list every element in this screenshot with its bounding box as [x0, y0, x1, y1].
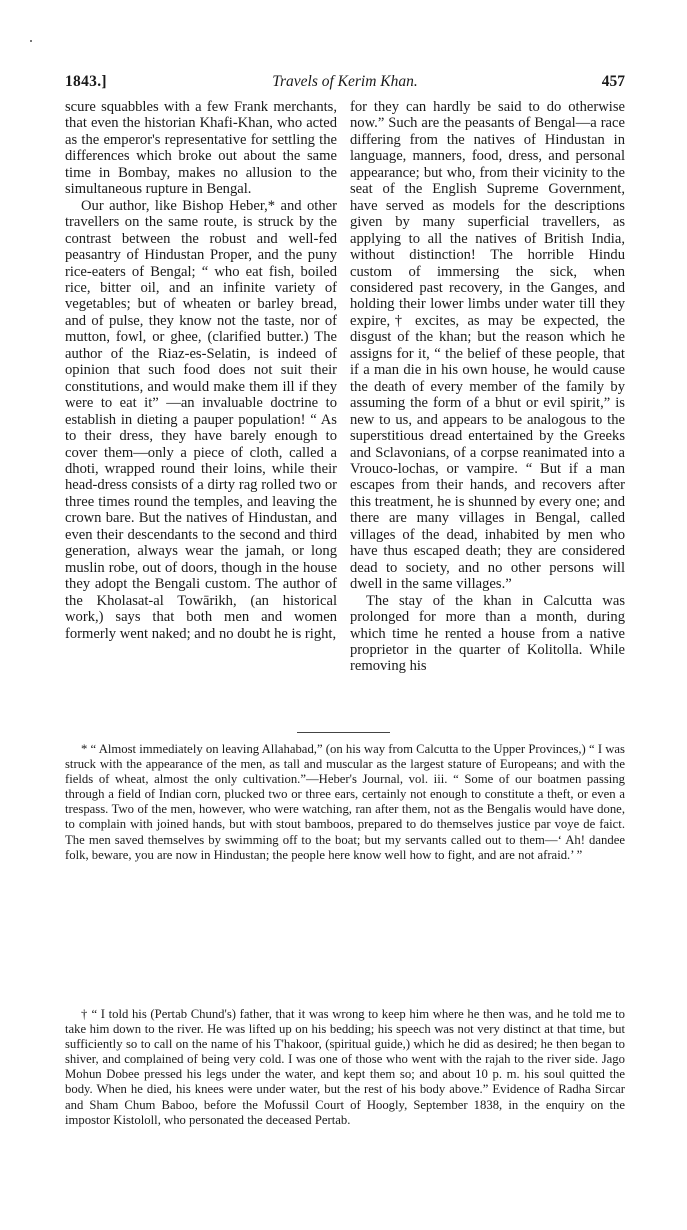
scan-speck — [30, 40, 32, 42]
footnote-text: † “ I told his (Pertab Chund's) father, that it was wrong to keep him where he then was, and he told me to take him down to the river. He was lifted up on his bedding; his speech was not very distinct at that time, but sufficiently so to call on the name of his T'hakoor, (spiritual guide,) which he did as desired; he then began to shiver, and complained of being very cold. I was one of those who went with the rajah to the river side. Jago Mohun Dobee pressed his legs under the water, and kept them so; and about 10 p. m. his soul quitted the body. When he died, his knees were under water, but the rest of his body above.” Evidence of Radha Sircar and Sham Chum Baboo, before the Mofussil Court of Hoogly, September 1838, in the enquiry on the impostor Kistololl, who personated the deceased Pertab. — [65, 1007, 625, 1127]
paragraph: The stay of the khan in Calcutta was prolonged for more than a month, during which time he rented a house from a native proprietor in the quarter of Kolitolla. While removing his — [350, 592, 625, 675]
paragraph: scure squabbles with a few Frank merchants, that even the historian Khafi-Khan, who acted as the emperor's representative for settling the differences which broke out about the same time in Bombay, makes no allusion to the simultaneous rupture in Bengal. — [65, 99, 337, 198]
paragraph: Our author, like Bishop Heber,* and other travellers on the same route, is struck by the contrast between the robust and well-fed peasantry of Hindustan Proper, and the puny rice-eaters of Bengal; “ who eat fish, boiled rice, bitter oil, and an infinite variety of vegetables; but of wheaten or barley bread, and of pulse, they know not the taste, nor of mutton, fowl, or ghee, (clarified butter.) The author of the Riaz-es-Selatin, is indeed of opinion that such food does not suit their constitutions, and would make them ill if they were to eat it” —an invaluable doctrine to establish in dieting a pauper population! “ As to their dress, they have barely enough to cover them—only a piece of cloth, called a dhoti, wrapped round their loins, while their head-dress consists of a dirty rag rolled two or three times round the temples, and leaving the crown bare. But the natives of Hindustan, and even their descendants to the second and third generation, always wear the jamah, or long muslin robe, out of doors, though in the house they adopt the Bengali custom. The author of the Kholasat-al Towārikh, (an historical work,) says that both men and women formerly went naked; and no doubt he is right, — [65, 197, 337, 642]
page-number: 457 — [601, 73, 625, 90]
footnote-separator — [297, 732, 390, 733]
footnote-text: * “ Almost immediately on leaving Allahabad,” (on his way from Calcutta to the Upper Provinces,) “ I was struck with the appearance of the men, as tall and muscular as the largest stature of Europeans; and with the fields of wheat, almost the only cultivation.”—Heber's Journal, vol. iii. “ Some of our boatmen passing through a field of Indian corn, plucked two or three ears, certainly not enough to constitute a theft, or even a trespass. Two of the men, however, who were watching, ran after them, not as the Bengalis would have done, to complain with joined hands, but with stout bamboos, prepared to do themselves justice par voye de faict. The men saved themselves by swimming off to the boat; but my servants called out to them—‘ Ah! dandee folk, beware, you are now in Hindustan; the people here know well how to fight, and are not afraid.’ ” — [65, 742, 625, 862]
footnote-pertab — [65, 1007, 625, 1128]
header-year: 1843.] — [65, 73, 107, 90]
right-column — [350, 99, 625, 675]
header-title: Travels of Kerim Khan. — [272, 73, 418, 90]
left-column — [65, 99, 337, 642]
footnote-heber — [65, 742, 625, 863]
paragraph: for they can hardly be said to do otherwise now.” Such are the peasants of Bengal—a race differing from the natives of Hindustan in language, manners, food, dress, and personal appearance; but who, from their vicinity to the seat of the English Supreme Government, have served as models for the descriptions given by many superficial travellers, as applying to all the natives of British India, without distinction! The horrible Hindu custom of immersing the sick, when considered past recovery, in the Ganges, and holding their lower limbs under water till they expire,† excites, as may be expected, the disgust of the khan; but the reason which he assigns for it, “ the belief of these people, that if a man die in his own house, he would cause the death of every member of the family by assuming the form of a bhut or evil spirit,” is new to us, and appears to be analogous to the superstitious dread entertained by the Greeks and Sclavonians, of a corpse reanimated into a Vrouco-lochas, or vampire. “ But if a man escapes from their hands, and recovers after this treatment, he is shunned by every one; and there are many villages in Bengal, called villages of the dead, inhabited by men who have thus escaped death; they are considered dead to society, and no other persons will dwell in the same villages.” — [350, 99, 625, 593]
running-header — [65, 73, 625, 95]
